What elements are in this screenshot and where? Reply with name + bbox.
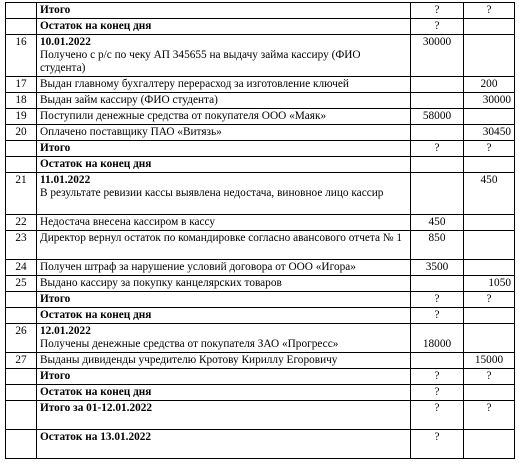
table-row <box>6 35 515 77</box>
row-description: Итого <box>37 292 411 308</box>
row-debit: ? <box>411 141 464 157</box>
row-description: Остаток на конец дня <box>37 157 411 173</box>
row-number: 26 <box>6 324 37 353</box>
row-debit: ? <box>411 308 464 324</box>
row-number: 21 <box>6 173 37 215</box>
table-row <box>6 173 515 215</box>
row-number <box>6 292 37 308</box>
row-description <box>37 35 411 77</box>
row-description: Остаток на 13.01.2022 <box>37 430 411 459</box>
table-row <box>6 215 515 231</box>
row-debit: ? <box>411 430 464 459</box>
row-credit <box>464 19 515 35</box>
row-debit <box>411 93 464 109</box>
row-debit <box>411 157 464 173</box>
row-description: Поступили денежные средства от покупателя ООО «Маяк» <box>37 109 411 125</box>
row-debit: 850 <box>411 231 464 260</box>
row-debit: ? <box>411 385 464 401</box>
row-debit <box>411 276 464 292</box>
row-credit: 15000 <box>464 353 515 369</box>
row-debit: 18000 <box>411 324 464 353</box>
row-description: Остаток на конец дня <box>37 308 411 324</box>
row-description: Выдан займ кассиру (ФИО студента) <box>37 93 411 109</box>
day-date: 12.01.2022 <box>40 325 91 337</box>
table-row-period-total <box>6 401 515 430</box>
row-number: 17 <box>6 77 37 93</box>
row-description: Выдано кассиру за покупку канцелярских товаров <box>37 276 411 292</box>
row-number: 22 <box>6 215 37 231</box>
row-number: 18 <box>6 93 37 109</box>
row-credit: 200 <box>464 77 515 93</box>
row-description: Итого за 01-12.01.2022 <box>37 401 411 430</box>
table-row-balance <box>6 308 515 324</box>
row-description: Итого <box>37 3 411 19</box>
row-debit: 58000 <box>411 109 464 125</box>
row-number <box>6 401 37 430</box>
row-debit: ? <box>411 3 464 19</box>
row-credit <box>464 157 515 173</box>
row-credit <box>464 109 515 125</box>
row-number: 20 <box>6 125 37 141</box>
row-number <box>6 141 37 157</box>
row-credit: ? <box>464 141 515 157</box>
table-row-balance <box>6 385 515 401</box>
row-description <box>37 324 411 353</box>
row-number: 25 <box>6 276 37 292</box>
cash-ledger-table <box>5 2 515 459</box>
row-credit: 30000 <box>464 93 515 109</box>
table-row <box>6 260 515 276</box>
row-number: 19 <box>6 109 37 125</box>
row-credit: ? <box>464 401 515 430</box>
row-number <box>6 385 37 401</box>
table-row <box>6 276 515 292</box>
row-number: 24 <box>6 260 37 276</box>
table-row-total <box>6 141 515 157</box>
row-debit <box>411 77 464 93</box>
row-debit: ? <box>411 292 464 308</box>
table-row <box>6 231 515 260</box>
row-debit: ? <box>411 401 464 430</box>
table-row <box>6 125 515 141</box>
row-description <box>37 173 411 215</box>
row-credit: ? <box>464 3 515 19</box>
table-row <box>6 77 515 93</box>
row-credit: ? <box>464 292 515 308</box>
row-credit <box>464 35 515 77</box>
row-credit <box>464 430 515 459</box>
table-row <box>6 324 515 353</box>
row-description: Итого <box>37 369 411 385</box>
row-debit: 3500 <box>411 260 464 276</box>
row-debit: 30000 <box>411 35 464 77</box>
table-row-total <box>6 369 515 385</box>
row-credit <box>464 385 515 401</box>
row-debit: ? <box>411 369 464 385</box>
row-description: Оплачено поставщику ПАО «Витязь» <box>37 125 411 141</box>
row-number <box>6 369 37 385</box>
table-row <box>6 109 515 125</box>
row-credit: 1050 <box>464 276 515 292</box>
table-row <box>6 93 515 109</box>
table-row-final-balance <box>6 430 515 459</box>
row-description: Выданы дивиденды учредителю Кротову Кириллу Егоровичу <box>37 353 411 369</box>
table-row <box>6 353 515 369</box>
row-number: 23 <box>6 231 37 260</box>
row-debit: 450 <box>411 215 464 231</box>
row-number: 16 <box>6 35 37 77</box>
row-text: В результате ревизии кассы выявлена недостача, виновное лицо кассир <box>40 187 384 199</box>
row-number: 27 <box>6 353 37 369</box>
row-number <box>6 308 37 324</box>
day-date: 10.01.2022 <box>40 36 91 48</box>
day-date: 11.01.2022 <box>40 174 91 186</box>
row-credit <box>464 231 515 260</box>
row-number <box>6 19 37 35</box>
table-row-balance <box>6 19 515 35</box>
row-number <box>6 157 37 173</box>
row-number <box>6 3 37 19</box>
row-description: Недостача внесена кассиром в кассу <box>37 215 411 231</box>
row-description: Выдан главному бухгалтеру перерасход за изготовление ключей <box>37 77 411 93</box>
row-credit: ? <box>464 369 515 385</box>
table-row-balance <box>6 157 515 173</box>
row-credit: 450 <box>464 173 515 215</box>
row-description: Директор вернул остаток по командировке согласно авансового отчета № 1 <box>37 231 411 260</box>
row-credit <box>464 260 515 276</box>
row-description: Остаток на конец дня <box>37 385 411 401</box>
row-text: Получено с р/с по чеку АП 345655 на выдачу займа кассиру (ФИО студента) <box>40 49 361 74</box>
row-credit <box>464 308 515 324</box>
row-debit <box>411 125 464 141</box>
row-credit <box>464 215 515 231</box>
row-text: Получены денежные средства от покупателя ЗАО «Прогресс» <box>40 338 339 350</box>
row-description: Итого <box>37 141 411 157</box>
row-debit <box>411 173 464 215</box>
row-credit <box>464 324 515 353</box>
table-row-total <box>6 292 515 308</box>
row-debit: ? <box>411 19 464 35</box>
row-description: Получен штраф за нарушение условий договора от ООО «Игора» <box>37 260 411 276</box>
row-description: Остаток на конец дня <box>37 19 411 35</box>
row-credit: 30450 <box>464 125 515 141</box>
row-debit <box>411 353 464 369</box>
row-number <box>6 430 37 459</box>
table-row-total <box>6 3 515 19</box>
